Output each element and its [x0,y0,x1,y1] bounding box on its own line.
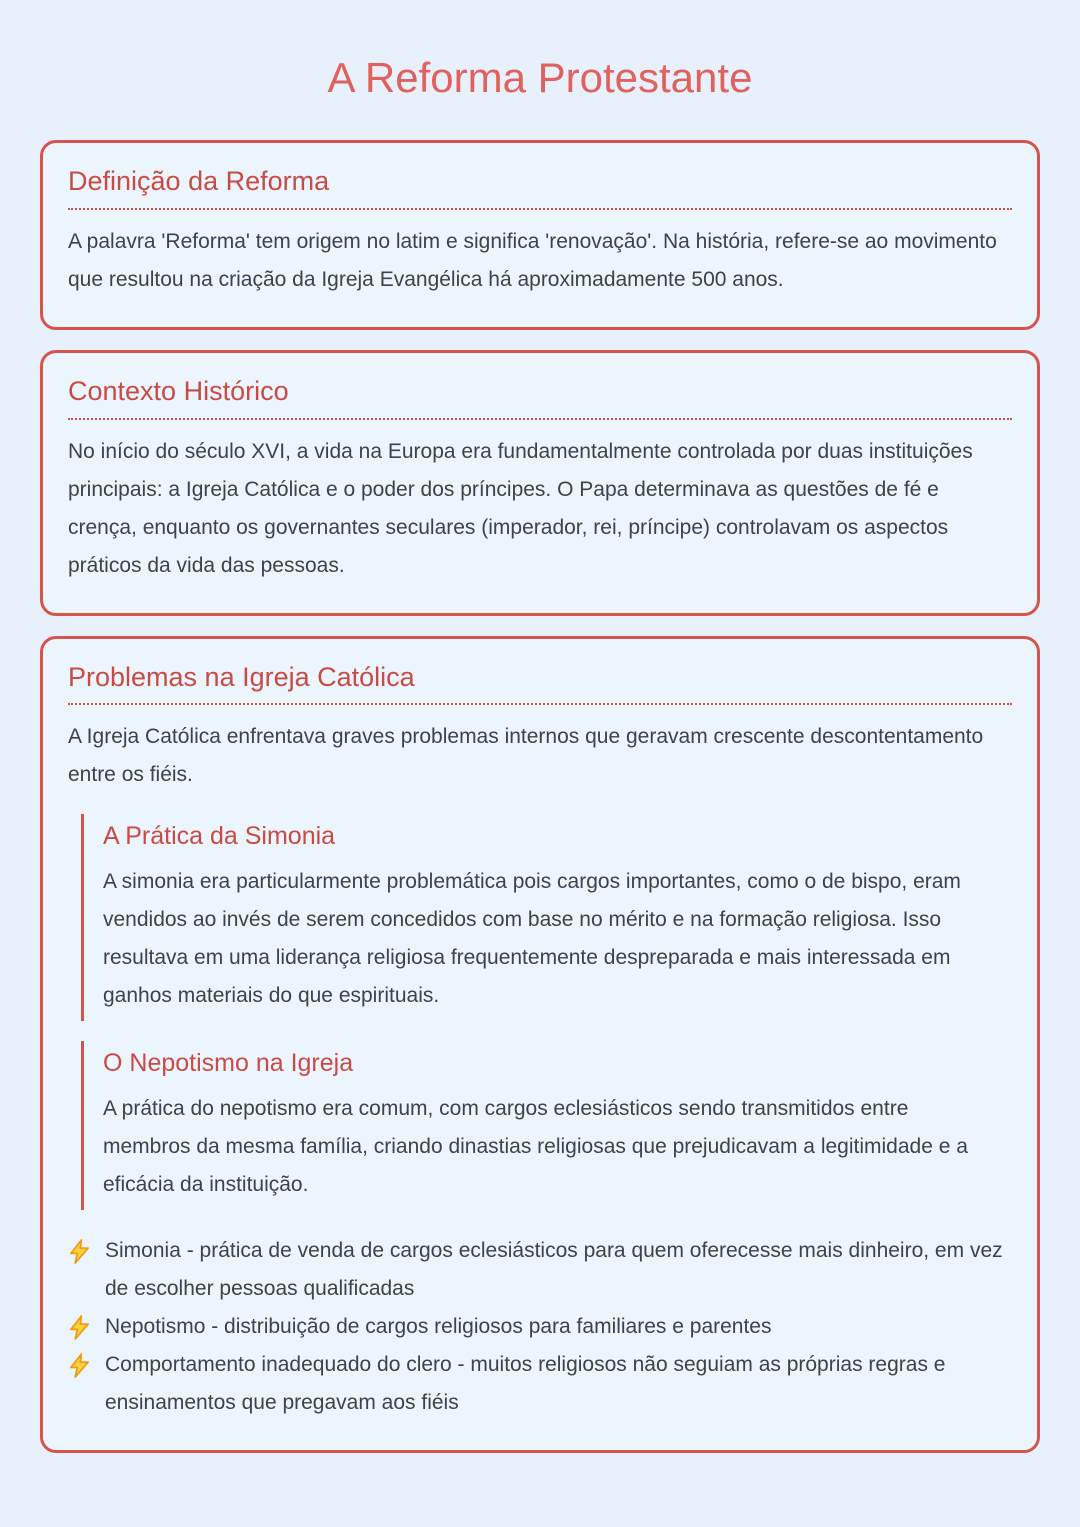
list-item-text: Nepotismo - distribuição de cargos religiosos para familiares e parentes [105,1314,772,1338]
subsection-heading: A Prática da Simonia [103,822,336,851]
subsection-paragraph: A prática do nepotismo era comum, com cargos eclesiásticos sendo transmitidos entre membros da mesma família, criando dinastias religiosas que prejudicavam a legitimidade e a eficácia da instituição. [103,1096,968,1196]
subsection-pratica-da-simonia [81,814,1012,1021]
card-definicao-da-reforma [40,140,1040,330]
subsection-nepotismo-na-igreja [81,1041,1012,1210]
subsection-heading: O Nepotismo na Igreja [103,1049,354,1078]
list-item-text: Simonia - prática de venda de cargos eclesiásticos para quem oferecesse mais dinheiro, em vez de escolher pessoas qualificadas [105,1238,1003,1300]
section-paragraph: A palavra 'Reforma' tem origem no latim e significa 'renovação'. Na história, refere-se ao movimento que resultou na criação da Igreja Evangélica há aproximadamente 500 anos. [68,229,997,291]
section-heading: Contexto Histórico [68,377,1012,420]
section-paragraph: No início do século XVI, a vida na Europa era fundamentalmente controlada por duas instituições principais: a Igreja Católica e o poder dos príncipes. O Papa determinava as questões de fé e crença, enquanto os governantes seculares (imperador, rei, príncipe) controlavam os aspectos práticos da vida das pessoas. [68,439,973,577]
card-contexto-historico [40,350,1040,616]
section-paragraph: A Igreja Católica enfrentava graves problemas internos que geravam crescente descontentamento entre os fiéis. [68,725,984,787]
list-item [68,1308,1012,1346]
page-title: A Reforma Protestante [327,54,753,101]
list-item [68,1232,1012,1308]
section-heading: Definição da Reforma [68,167,1012,210]
lightning-bolt-icon [68,1238,91,1265]
card-problemas-na-igreja-catolica [40,636,1040,1453]
list-item-text: Comportamento inadequado do clero - muitos religiosos não seguiam as próprias regras e ensinamentos que pregavam aos fiéis [105,1352,946,1414]
list-item [68,1346,1012,1422]
section-heading: Problemas na Igreja Católica [68,663,1012,706]
highlight-list [68,1232,1012,1422]
subsection-paragraph: A simonia era particularmente problemática pois cargos importantes, como o de bispo, eram vendidos ao invés de serem concedidos com base no mérito e na formação religiosa. Isso resultava em uma liderança religiosa frequentemente despreparada e mais interessada em ganhos materiais do que espirituais. [103,870,961,1008]
lightning-bolt-icon [68,1314,91,1341]
lightning-bolt-icon [68,1352,91,1379]
